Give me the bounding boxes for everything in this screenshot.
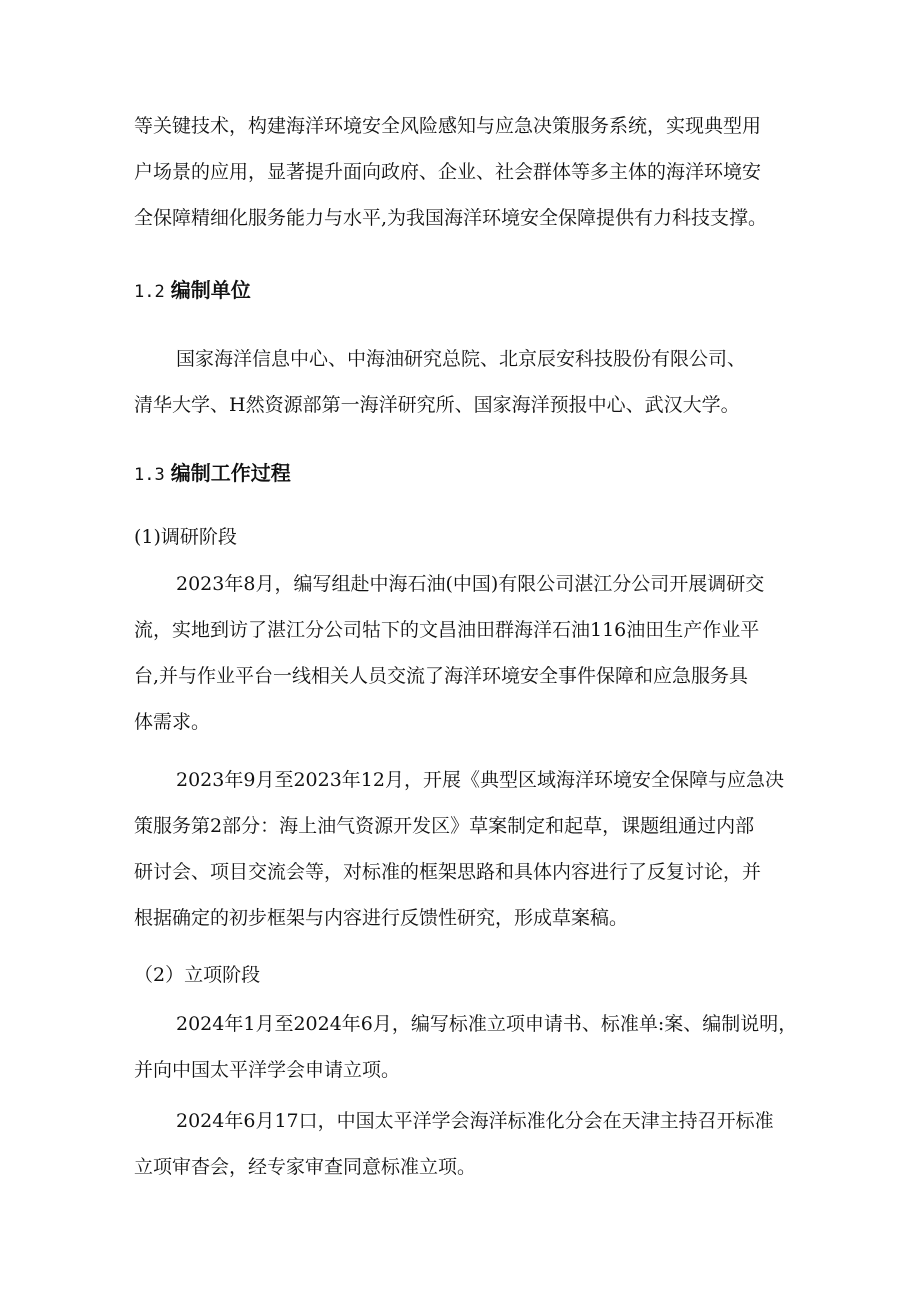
section-heading-1-3	[134, 458, 291, 490]
research-p1-line-3: 台,并与作业平台一线相关人员交流了海洋环境安全事件保障和应急服务具	[134, 665, 749, 687]
research-p1-line-1: 2023年8月，编写组赴中海石油(中国)有限公司湛江分公司开展调研交	[176, 573, 765, 595]
intro-line-3: 全保障精细化服务能力与水平,为我国海洋环境安全保障提供有力科技支撑。	[134, 207, 768, 229]
research-p2-line-1: 2023年9月至2023年12月，开展《典型区域海洋环境安全保障与应急决	[176, 769, 784, 791]
stage-2-label	[134, 952, 814, 998]
project-p2-line-2: 立项审杳会，经专家审查同意标准立项。	[134, 1156, 477, 1178]
project-p1-line-1: 2024年1月至2024年6月，编写标准立项申请书、标准单:案、编制说明，	[176, 1013, 798, 1035]
units-line-2: 清华大学、H然资源部第一海洋研究所、国家海洋预报中心、武汉大学。	[134, 394, 740, 416]
section-number-1-3: 1.3	[134, 465, 165, 485]
section-number-1-2: 1.2	[134, 282, 165, 302]
compiling-units-paragraph	[134, 336, 814, 428]
project-paragraph-1	[134, 1001, 814, 1093]
research-p2-line-4: 根据确定的初步框架与内容进行反馈性研究，形成草案稿。	[134, 907, 629, 929]
section-title-1-3: 编制工作过程	[170, 461, 291, 485]
project-paragraph-2	[134, 1098, 814, 1190]
section-title-1-2: 编制单位	[170, 278, 251, 302]
section-heading-1-2	[134, 275, 251, 307]
stage-2-label-text: （2）立项阶段	[134, 964, 261, 986]
research-p1-line-2: 流，实地到访了湛江分公司牯下的文昌油田群海洋石油116油田生产作业平	[134, 619, 760, 641]
project-p2-line-1: 2024年6月17口，中国太平洋学会海洋标准化分会在天津主持召开标准	[176, 1110, 774, 1132]
intro-line-1: 等关键技术，构建海洋环境安全风险感知与应急决策服务系统，实现典型用	[134, 115, 762, 137]
research-p2-line-3: 研讨会、项目交流会等，对标准的框架思路和具体内容进行了反复讨论，并	[134, 861, 762, 883]
research-p1-line-4: 体需求。	[134, 711, 211, 733]
stage-1-label-text: (1)调研阶段	[134, 526, 237, 548]
research-paragraph-2	[134, 757, 814, 941]
intro-paragraph	[134, 103, 814, 241]
research-p2-line-2: 策服务第2部分：海上油气资源开发区》草案制定和起草，课题组通过内部	[134, 815, 755, 837]
project-p1-line-2: 并向中国太平洋学会申请立项。	[134, 1059, 401, 1081]
research-paragraph-1	[134, 561, 814, 745]
stage-1-label	[134, 514, 814, 560]
intro-line-2: 户场景的应用，显著提升面向政府、企业、社会群体等多主体的海洋环境安	[134, 161, 762, 183]
units-line-1: 国家海洋信息中心、中海油研究总院、北京辰安科技股份有限公司、	[176, 348, 747, 370]
